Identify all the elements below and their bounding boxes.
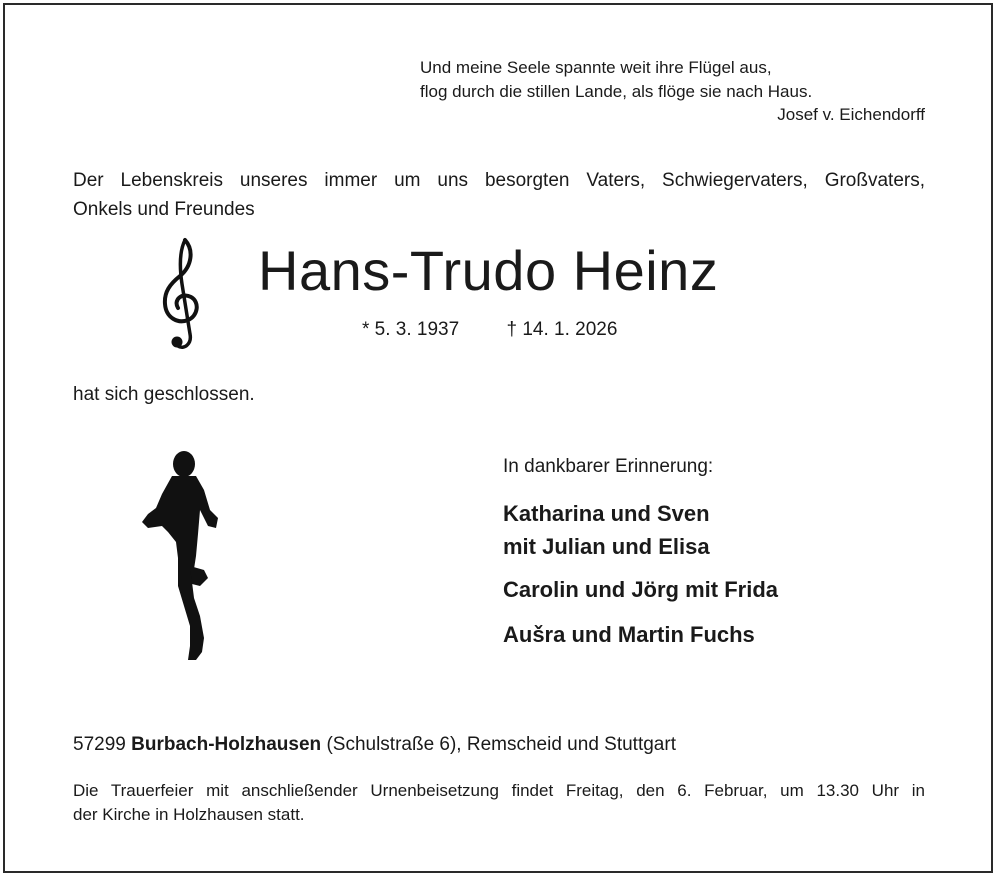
address-rest: (Schulstraße 6), Remscheid und Stuttgart [326, 734, 676, 755]
service-line-2: der Kirche in Holzhausen statt. [73, 805, 305, 824]
service-line-1: Die Trauerfeier mit anschließender Urnenbeisetzung findet Freitag, den 6. Februar, um 13.30 Uhr in [73, 781, 925, 800]
funeral-service-info [73, 779, 925, 827]
closing-text: hat sich geschlossen. [73, 384, 255, 405]
intro-line-1: Der Lebenskreis unseres immer um uns besorgten Vaters, Schwiegervaters, Großvaters, [73, 170, 925, 191]
treble-clef-icon [158, 236, 208, 352]
quote-line-1: Und meine Seele spannte weit ihre Flügel aus, [420, 58, 772, 77]
deceased-name: Hans-Trudo Heinz [258, 239, 719, 302]
family-address [73, 731, 676, 759]
quote-author: Josef v. Eichendorff [777, 105, 925, 124]
mourner-group-3: Aušra und Martin Fuchs [503, 622, 755, 647]
runner-silhouette-icon [138, 446, 230, 666]
address-town: Burbach-Holzhausen [131, 734, 322, 755]
intro-line-2: Onkels und Freundes [73, 199, 255, 220]
life-dates [362, 317, 617, 343]
quote-line-2: flog durch die stillen Lande, als flöge sie nach Haus. [420, 81, 813, 101]
birth-date: * 5. 3. 1937 [362, 319, 460, 340]
epigraph-quote [420, 56, 925, 127]
mourners-heading: In dankbarer Erinnerung: [503, 456, 714, 477]
mourner-group-2: Carolin und Jörg mit Frida [503, 577, 779, 602]
mourner-group-1-line-2: mit Julian und Elisa [503, 534, 710, 559]
mourner-group-1-line-1: Katharina und Sven [503, 501, 710, 526]
address-zip: 57299 [73, 734, 126, 755]
intro-text [73, 166, 925, 224]
mourner-group-1 [503, 497, 710, 563]
death-date: † 14. 1. 2026 [506, 319, 618, 340]
